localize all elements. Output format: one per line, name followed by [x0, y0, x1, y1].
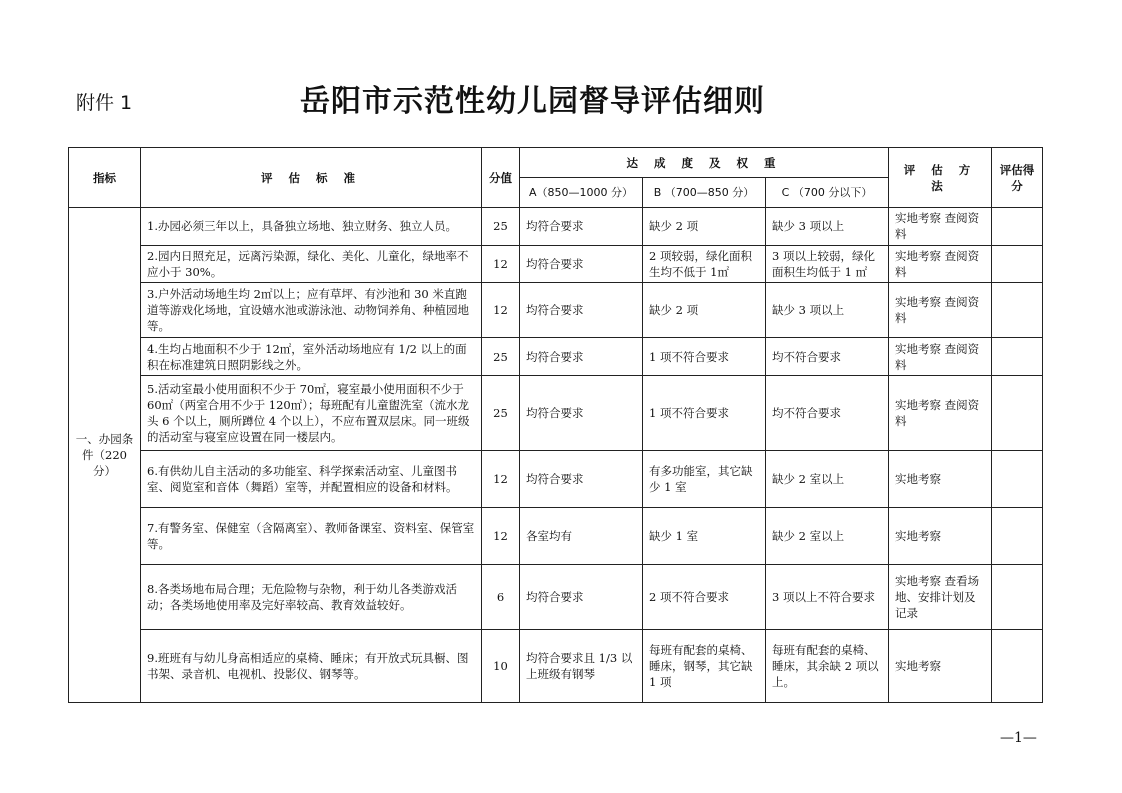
grade-b-cell: 缺少 2 项: [643, 208, 766, 246]
grade-a-cell: 均符合要求: [520, 208, 643, 246]
header-result: 评估得分: [992, 148, 1043, 208]
table-row: [69, 376, 1043, 451]
grade-c-cell: 均不符合要求: [766, 376, 889, 451]
grade-a-cell: 均符合要求: [520, 283, 643, 338]
category-cell: 一、办园条件（220 分）: [69, 208, 141, 703]
result-cell[interactable]: [992, 451, 1043, 508]
method-cell: 实地考察 查阅资料: [889, 208, 992, 246]
standard-cell: 4.生均占地面积不少于 12㎡，室外活动场地应有 1/2 以上的面积在标准建筑日照阴影线之外。: [141, 337, 482, 376]
standard-cell: 5.活动室最小使用面积不少于 70㎡，寝室最小使用面积不少于 60㎡（两室合用不少于 120㎡）；每班配有儿童盥洗室（流水龙头 6 个以上，厕所蹲位 4 个以上），不应布置双层床。同一班级的活动室与寝室应设置在同一楼层内。: [141, 376, 482, 451]
result-cell[interactable]: [992, 245, 1043, 283]
table-row: [69, 245, 1043, 283]
grade-b-cell: 1 项不符合要求: [643, 376, 766, 451]
header-achievement: 达 成 度 及 权 重: [520, 148, 889, 178]
method-cell: 实地考察: [889, 629, 992, 702]
grade-b-cell: 缺少 2 项: [643, 283, 766, 338]
method-cell: 实地考察 查阅资料: [889, 376, 992, 451]
grade-b-cell: 每班有配套的桌椅、睡床，钢琴，其它缺 1 项: [643, 629, 766, 702]
score-cell: 10: [482, 629, 520, 702]
grade-b-cell: 2 项较弱，绿化面积生均不低于 1㎡: [643, 245, 766, 283]
grade-a-cell: 均符合要求: [520, 376, 643, 451]
method-cell: 实地考察 查阅资料: [889, 337, 992, 376]
result-cell[interactable]: [992, 376, 1043, 451]
score-cell: 12: [482, 508, 520, 565]
standard-cell: 1.办园必须三年以上，具备独立场地、独立财务、独立人员。: [141, 208, 482, 246]
grade-c-cell: 缺少 3 项以上: [766, 208, 889, 246]
grade-c-cell: 缺少 2 室以上: [766, 508, 889, 565]
table-row: [69, 629, 1043, 702]
header-method: 评 估 方 法: [889, 148, 992, 208]
evaluation-table: [68, 147, 1043, 703]
score-cell: 12: [482, 283, 520, 338]
table-row: [69, 208, 1043, 246]
score-cell: 25: [482, 337, 520, 376]
result-cell[interactable]: [992, 208, 1043, 246]
table-row: [69, 283, 1043, 338]
method-cell: 实地考察 查阅资料: [889, 245, 992, 283]
grade-c-cell: 3 项以上不符合要求: [766, 564, 889, 629]
standard-cell: 2.园内日照充足，远离污染源，绿化、美化、儿童化，绿地率不应小于 30%。: [141, 245, 482, 283]
result-cell[interactable]: [992, 564, 1043, 629]
grade-a-cell: 均符合要求: [520, 245, 643, 283]
grade-c-cell: 均不符合要求: [766, 337, 889, 376]
grade-c-cell: 每班有配套的桌椅、睡床，其余缺 2 项以上。: [766, 629, 889, 702]
header-score: 分值: [482, 148, 520, 208]
result-cell[interactable]: [992, 337, 1043, 376]
header-grade-b: B （700—850 分）: [643, 178, 766, 208]
grade-a-cell: 均符合要求且 1/3 以上班级有钢琴: [520, 629, 643, 702]
grade-a-cell: 均符合要求: [520, 564, 643, 629]
header-grade-c: C （700 分以下）: [766, 178, 889, 208]
page-title: 岳阳市示范性幼儿园督导评估细则: [300, 84, 765, 119]
result-cell[interactable]: [992, 283, 1043, 338]
grade-c-cell: 缺少 2 室以上: [766, 451, 889, 508]
grade-a-cell: 各室均有: [520, 508, 643, 565]
method-cell: 实地考察: [889, 451, 992, 508]
standard-cell: 8.各类场地布局合理；无危险物与杂物，利于幼儿各类游戏活动；各类场地使用率及完好率较高、教育效益较好。: [141, 564, 482, 629]
table-row: [69, 451, 1043, 508]
grade-a-cell: 均符合要求: [520, 337, 643, 376]
grade-b-cell: 有多功能室，其它缺少 1 室: [643, 451, 766, 508]
score-cell: 6: [482, 564, 520, 629]
page-number: —1—: [1000, 730, 1037, 746]
method-cell: 实地考察 查阅资料: [889, 283, 992, 338]
grade-c-cell: 缺少 3 项以上: [766, 283, 889, 338]
table-row: [69, 508, 1043, 565]
grade-b-cell: 2 项不符合要求: [643, 564, 766, 629]
method-cell: 实地考察 查看场地、安排计划及记录: [889, 564, 992, 629]
standard-cell: 3.户外活动场地生均 2㎡以上；应有草坪、有沙池和 30 米直跑道等游戏化场地，宜设嬉水池或游泳池、动物饲养角、种植园地等。: [141, 283, 482, 338]
standard-cell: 6.有供幼儿自主活动的多功能室、科学探索活动室、儿童图书室、阅览室和音体（舞蹈）室等，并配置相应的设备和材料。: [141, 451, 482, 508]
grade-c-cell: 3 项以上较弱，绿化面积生均低于 1 ㎡: [766, 245, 889, 283]
score-cell: 25: [482, 208, 520, 246]
standard-cell: 9.班班有与幼儿身高相适应的桌椅、睡床；有开放式玩具橱、图书架、录音机、电视机、投影仪、钢琴等。: [141, 629, 482, 702]
grade-b-cell: 缺少 1 室: [643, 508, 766, 565]
method-cell: 实地考察: [889, 508, 992, 565]
grade-b-cell: 1 项不符合要求: [643, 337, 766, 376]
result-cell[interactable]: [992, 508, 1043, 565]
grade-a-cell: 均符合要求: [520, 451, 643, 508]
score-cell: 12: [482, 245, 520, 283]
score-cell: 25: [482, 376, 520, 451]
score-cell: 12: [482, 451, 520, 508]
table-row: [69, 337, 1043, 376]
standard-cell: 7.有警务室、保健室（含隔离室）、教师备课室、资料室、保管室等。: [141, 508, 482, 565]
header-grade-a: A（850—1000 分）: [520, 178, 643, 208]
attachment-label: 附件 1: [76, 92, 133, 114]
result-cell[interactable]: [992, 629, 1043, 702]
header-indicator: 指标: [69, 148, 141, 208]
table-row: [69, 564, 1043, 629]
header-standard: 评 估 标 准: [141, 148, 482, 208]
